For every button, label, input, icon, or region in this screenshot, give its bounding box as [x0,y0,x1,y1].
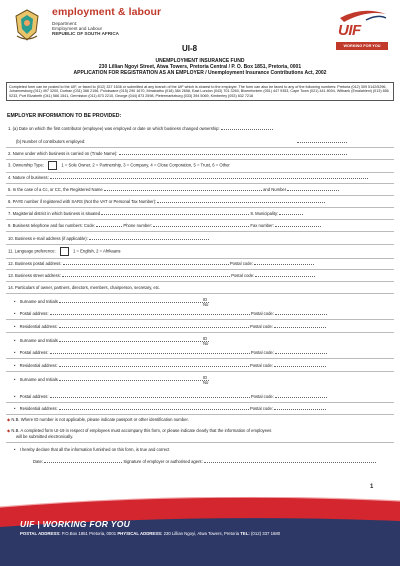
section-title: EMPLOYER INFORMATION TO BE PROVIDED: [7,113,122,119]
divider [6,402,394,403]
field-9 [8,223,321,228]
note-1 [7,417,189,422]
date-input[interactable] [44,459,122,463]
postal-code-label: Postal code: [249,406,273,411]
field-2-label: 2. Name under which business is carried on (Trade Name): [8,151,118,156]
id-label: ID [203,375,208,380]
id-label: ID [203,336,208,341]
person-1-surname [14,299,209,304]
postal-address-label: Postal address: [19,311,49,316]
form-code: UI-8 [182,44,198,53]
ownership-type-options: 1 = Sole Owner, 2 = Partnership, 3 = Company, 4 = Close Corporation, 5 = Trust, 6 = Other [61,162,230,168]
field-4 [8,175,368,180]
telephone-label: TEL: [240,531,250,536]
surname-label: Surname and Initials [19,377,58,382]
divider [6,195,394,196]
divider [6,414,394,415]
person-2-residential [14,363,326,368]
field-12-input[interactable] [63,261,229,265]
person-2-postal [14,350,327,355]
field-1a-label: 1. (a) Date on which the first contributor (employee) was employed or date on which business changed ownership: [8,126,220,131]
field-10-label: 10. Business e-mail address (if applicable): [8,236,88,241]
telephone-value: (012) 337 1680 [251,531,281,536]
form-titles [0,58,400,77]
divider [6,172,394,173]
divider [6,147,394,148]
field-3-label: 3. Ownership Type: [8,162,45,168]
language-options: 1 = English, 2 = Afrikaans [73,248,121,254]
field-6-label: 6. PAYE number if registered with SARS (Not the VAT or Personal Tax Number): [8,199,157,204]
person-2-surname-input[interactable] [59,338,209,342]
uif-logo-tagline: WORKING FOR YOU [336,42,388,50]
field-14 [8,285,160,290]
field-9-phone-input[interactable] [153,223,249,227]
surname-label: Surname and Initials [19,299,58,304]
field-9-fax-input[interactable] [275,223,321,227]
no-label: No [203,380,209,385]
person-3-postal-code-input[interactable] [275,394,327,398]
divider [6,358,394,359]
field-4-input[interactable] [50,175,368,179]
postal-address-label: Postal address: [19,350,49,355]
person-2-residential-code-input[interactable] [274,363,326,367]
field-13-postal-code-label: Postal code: [231,273,255,278]
person-1-residential-code-input[interactable] [274,324,326,328]
person-1-surname-input[interactable] [59,299,209,303]
ownership-type-box[interactable] [48,161,57,170]
person-3-postal-input[interactable] [50,394,250,398]
department-full-name: Employment and Labour [52,26,103,31]
field-12-postal-code-input[interactable] [254,261,314,265]
divider [6,159,394,160]
postal-code-label: Postal code: [250,311,274,316]
field-5-name-input[interactable] [104,187,262,191]
uif-logo-text: UIF [338,22,361,39]
field-1a [8,126,273,131]
footer-address [20,531,280,536]
residential-address-label: Residential address: [19,406,58,411]
note-2-continued [16,434,73,439]
physical-address-label: PHYSICAL ADDRESS: [117,531,163,536]
declaration-text: I hereby declare that all the information furnished on this form, is true and correct [19,447,170,452]
surname-label: Surname and Initials [19,338,58,343]
field-3 [8,161,230,170]
field-10 [8,236,209,241]
department-label: Department: [52,21,78,26]
form-title: APPLICATION FOR REGISTRATION AS AN EMPLOYER / Unemployment Insurance Contributions Act, 2002 [73,70,327,77]
note-icon: ◆ [7,417,11,422]
person-1-postal-input[interactable] [50,311,250,315]
field-8-label: 8. Municipality: [250,211,279,216]
divider [6,219,394,220]
person-1-postal-code-input[interactable] [275,311,327,315]
field-8-input[interactable] [279,211,303,215]
divider [6,319,394,320]
divider [6,183,394,184]
field-11-label: 11. Language preference: [8,248,56,254]
person-3-surname-input[interactable] [59,377,209,381]
divider [6,258,394,259]
field-9-label: 9. Business telephone and fax numbers: Code: [8,223,96,228]
page-number: 1 [370,484,374,490]
divider [6,281,394,282]
field-5-number-input[interactable] [287,187,339,191]
note-1-text: N.B. Where ID number is not applicable, please indicate passport or other identification number. [11,417,189,422]
field-10-input[interactable] [89,236,209,240]
fund-address: 230 Lillian Ngoyi Street, Atwa Towers, Pretoria Central / P. O. Box 1851, Pretoria, 0001 [98,64,302,71]
divider [6,244,394,245]
signature-row [33,459,376,464]
residential-address-label: Residential address: [19,363,58,368]
field-9-code-input[interactable] [96,223,122,227]
person-3-postal [14,394,327,399]
divider [6,269,394,270]
postal-code-label: Postal code: [249,363,273,368]
id-label: ID [203,297,208,302]
header [0,0,400,56]
person-2-id [203,336,208,346]
instructions-box: Completed form can be posted to the UIF, or faxed to (012) 337 1636 or submitted at any branch of the UIF which is closest to the employer. The form can also be faxed to any of the following numbers: Pretoria (012) 309 5142/5296, Johannesburg (011) 497 3200, Durban (031) 366 2156, Polokwane (015) 290 1670, Mmabatho (018) 384 2658, East London (043) 701 3260, Bloemfontein (051) 447 9353, Cape Town (021) 441 8004, Witbank (Emalahleni) (013) 656 0233, Port Elizabeth (041) 586 1541, Germiston (011) 873 2210, George (044) 873 2598, Pietermaritzburg (033) 394 5069, Kimberley (053) 832 7218 [6,82,394,101]
field-5 [8,187,339,192]
field-13 [8,273,315,278]
postal-code-label: Postal code: [249,324,273,329]
note-2 [7,428,271,433]
field-5-label: 5. In the case of a Cc, or CC, the Registered Name [8,187,103,192]
uif-logo [336,8,388,52]
residential-address-label: Residential address: [19,324,58,329]
coat-of-arms-icon [12,8,42,42]
person-3-residential-code-input[interactable] [274,406,326,410]
field-1b-label: (b) Number of contributors employed: [16,139,86,144]
language-preference-box[interactable] [60,247,69,256]
field-13-label: 13. Business street address: [8,273,61,278]
divider [6,332,394,333]
person-2-residential-input[interactable] [59,363,249,367]
person-1-residential [14,324,326,329]
field-1b-input[interactable] [297,139,347,143]
person-3-residential [14,406,326,411]
postal-code-label: Postal code: [250,350,274,355]
field-13-postal-code-input[interactable] [255,273,315,277]
department-name: employment & labour [52,6,162,18]
field-11 [8,247,121,256]
divider [6,231,394,232]
note-icon: ◆ [7,428,11,433]
field-7 [8,211,303,216]
field-6-input[interactable] [157,199,325,203]
field-12-postal-code-label: Postal code: [229,261,253,266]
field-2 [8,151,347,156]
field-7-input[interactable] [101,211,249,215]
declaration [14,447,169,452]
person-3-id [203,375,208,385]
note-2-text-continued: will be submitted electronically. [16,434,74,439]
person-2-surname [14,338,209,343]
country-name: REPUBLIC OF SOUTH AFRICA [52,31,119,36]
field-4-label: 4. Nature of business: [8,175,49,180]
note-2-text: N.B. A completed form UI-19 in respect of employees must accompany this form, or please indicate clearly that the information of employees [11,428,272,433]
field-6 [8,199,325,204]
person-3-residential-input[interactable] [59,406,249,410]
postal-address-label: POSTAL ADDRESS: [20,531,61,536]
field-1a-input[interactable] [221,126,273,130]
no-label: No [203,341,209,346]
divider [6,371,394,372]
field-7-label: 7. Magisterial district in which business is situated [8,211,101,216]
no-label: No [203,302,209,307]
postal-address-value: P.O.Box 1851 Pretoria, 0001 [61,531,117,536]
field-9-fax-label: Fax number: [250,223,274,228]
field-2-input[interactable] [119,151,347,155]
physical-address-value: 230 Lillian Ngoyi, Atwa Towers, Pretoria [163,531,240,536]
fund-title: UNEMPLOYMENT INSURANCE FUND [155,58,245,64]
divider [6,207,394,208]
divider [6,293,394,294]
person-1-id [203,297,208,307]
field-5-number-label: and Number [263,187,287,192]
field-1b [16,139,347,144]
field-12 [8,261,314,266]
signature-input[interactable] [204,459,376,463]
field-14-label: 14. Particulars of owner, partners, directors, members, chairperson, secretary, etc. [8,285,161,290]
postal-code-label: Postal code: [250,394,274,399]
person-3-surname [14,377,209,382]
field-13-input[interactable] [62,273,230,277]
field-9-phone-label: Phone number: [123,223,153,228]
field-12-label: 12. Business postal address: [8,261,62,266]
person-2-postal-code-input[interactable] [275,350,327,354]
person-1-residential-input[interactable] [59,324,249,328]
person-2-postal-input[interactable] [50,350,250,354]
divider [6,442,394,443]
date-label: Date: [33,459,44,464]
signature-label: Signature of employer or authorised agent: [123,459,203,464]
person-1-postal [14,311,327,316]
postal-address-label: Postal address: [19,394,49,399]
footer-brand: UIF | WORKING FOR YOU [20,519,131,529]
